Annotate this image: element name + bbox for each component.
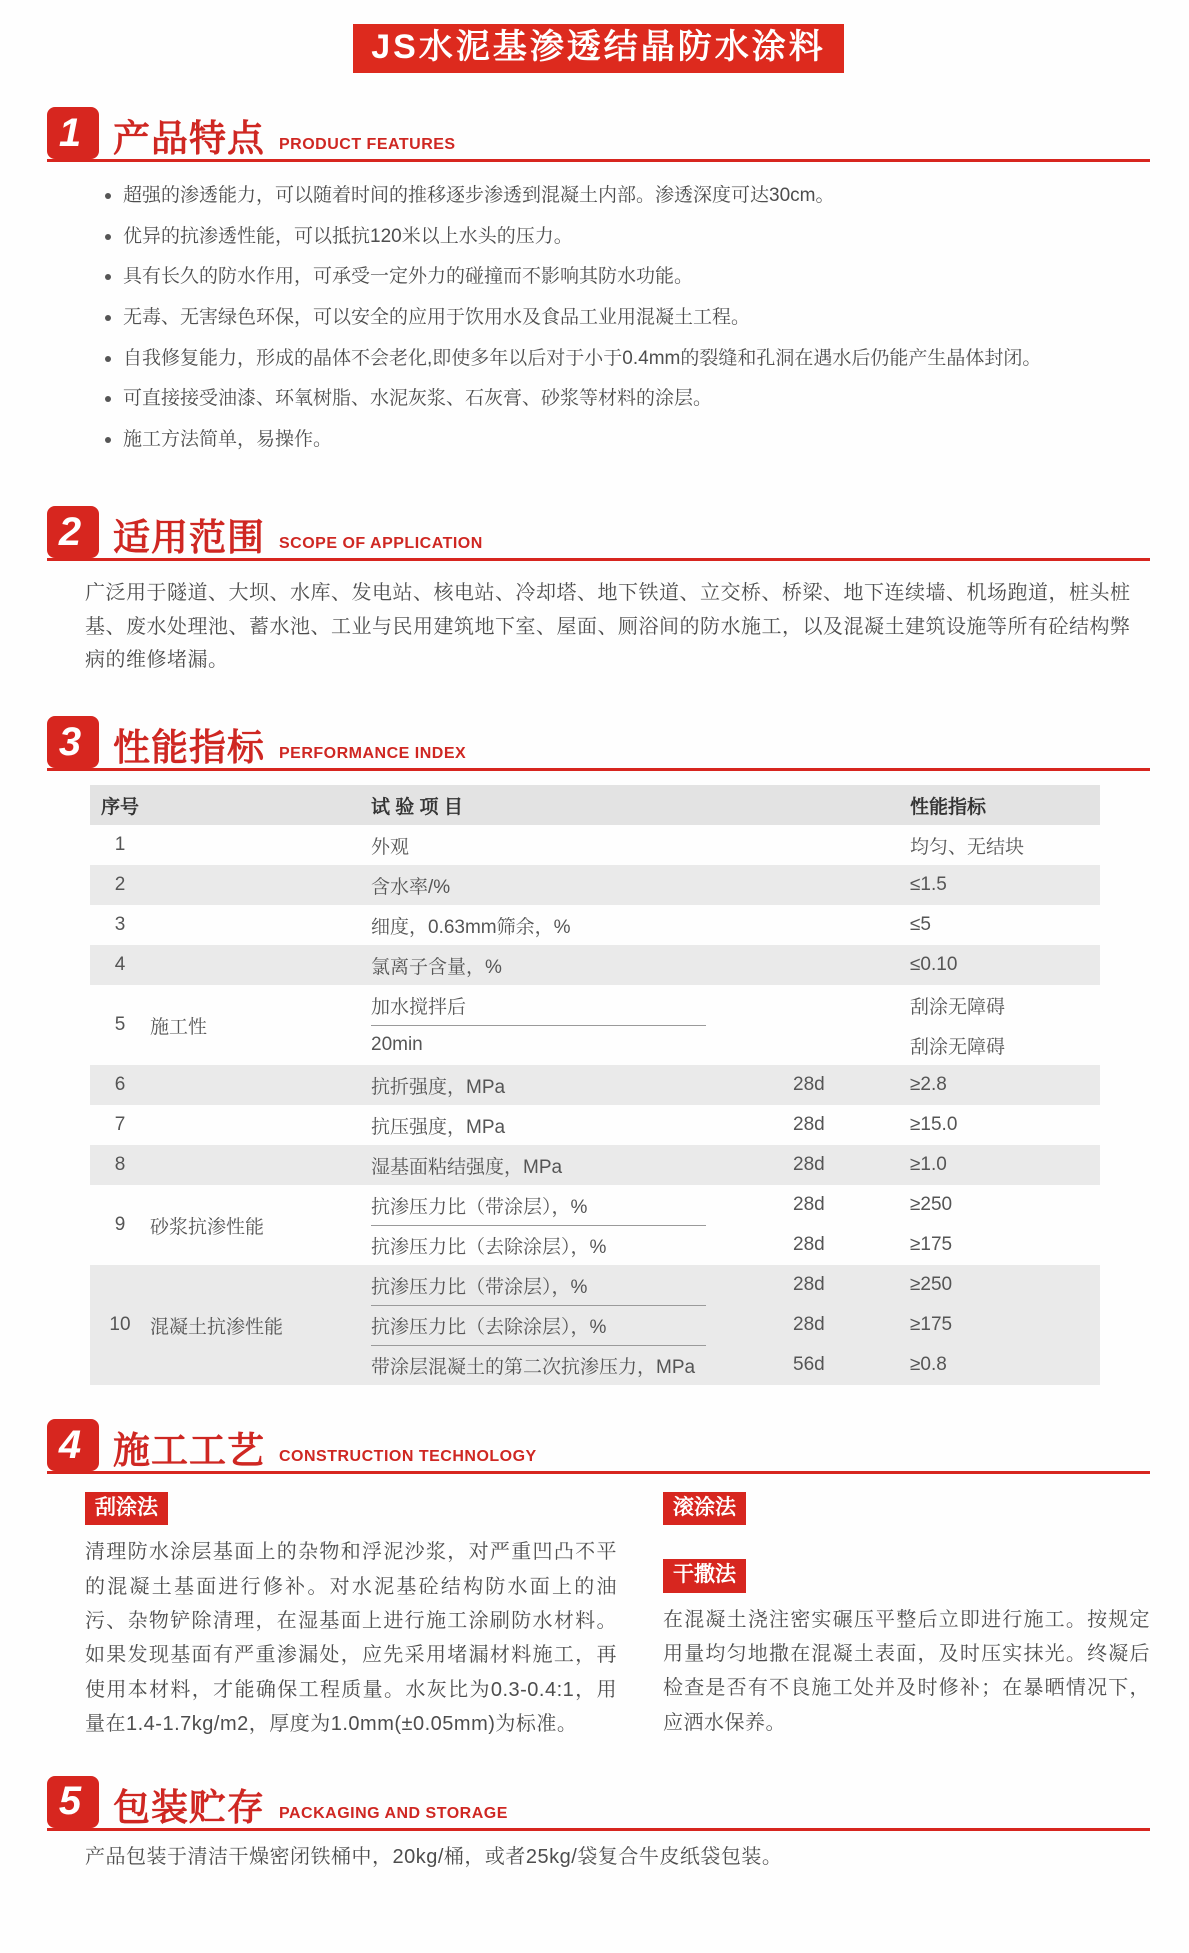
section-title: 适用范围	[113, 517, 265, 559]
cell-items	[365, 905, 1100, 945]
feature-item: 具有长久的防水作用，可承受一定外力的碰撞而不影响其防水功能。	[105, 263, 1120, 291]
section-number-badge: 5	[47, 1776, 99, 1828]
table-subrow	[365, 1265, 1100, 1305]
cell-test-item: 带涂层混凝土的第二次抗渗压力，MPa	[371, 1356, 696, 1378]
table-row	[90, 1145, 1100, 1185]
cell-no: 7	[114, 1114, 126, 1135]
table-subrow	[365, 1025, 1100, 1065]
cell-index: ≥1.0	[910, 1154, 947, 1175]
section-number-badge: 4	[47, 1419, 99, 1471]
cell-test-item: 氯离子含量，%	[371, 956, 502, 978]
cell-category	[150, 1145, 365, 1185]
section-performance	[47, 716, 1150, 1385]
section-subtitle-en: PACKAGING AND STORAGE	[279, 1804, 508, 1822]
cell-items	[365, 945, 1100, 985]
cell-category	[150, 945, 365, 985]
cell-no: 10	[109, 1314, 131, 1335]
cell-index: ≥175	[910, 1234, 953, 1255]
cell-index: ≤0.10	[910, 954, 958, 975]
cell-category	[150, 1065, 365, 1105]
cell-test-item: 抗渗压力比（去除涂层），%	[371, 1316, 607, 1338]
features-list	[47, 162, 1150, 472]
cell-test-item: 抗渗压力比（去除涂层），%	[371, 1236, 607, 1258]
cell-age: 28d	[793, 1154, 825, 1175]
table-subrow	[365, 1145, 1100, 1185]
section-scope-header	[47, 506, 1150, 561]
table-subrow	[365, 985, 1100, 1025]
section-subtitle-en: PERFORMANCE INDEX	[279, 745, 467, 762]
table-row	[90, 1105, 1100, 1145]
cell-test-item: 外观	[371, 836, 410, 858]
cell-items	[365, 1145, 1100, 1185]
method-dry-sprinkle-text: 在混凝土浇注密实碾压平整后立即进行施工。按规定用量均匀地撒在混凝土表面，及时压实抹光。终凝后检查是否有不良施工处并及时修补；在暴晒情况下，应洒水保养。	[663, 1608, 1150, 1734]
cell-index: 均匀、无结块	[910, 836, 1025, 858]
cell-index: ≥250	[910, 1274, 953, 1295]
table-row	[90, 985, 1100, 1065]
table-subrow	[365, 1345, 1100, 1385]
table-subrow	[365, 1185, 1100, 1225]
cell-index: ≤5	[910, 914, 931, 935]
col-header-category	[150, 785, 365, 825]
table-subrow	[365, 865, 1100, 905]
table-row	[90, 945, 1100, 985]
section-number-badge: 1	[47, 107, 99, 159]
cell-age: 28d	[793, 1234, 825, 1255]
col-header-no: 序号	[100, 796, 139, 818]
section-scope	[47, 506, 1150, 682]
cell-test-item: 湿基面粘结强度，MPa	[371, 1156, 563, 1178]
feature-item: 超强的渗透能力，可以随着时间的推移逐步渗透到混凝土内部。渗透深度可达30cm。	[105, 182, 1120, 210]
method-scrape-column	[85, 1492, 617, 1742]
cell-index: 刮涂无障碍	[910, 1036, 1006, 1058]
cell-test-item: 抗渗压力比（带涂层），%	[371, 1196, 588, 1218]
feature-item: 无毒、无害绿色环保，可以安全的应用于饮用水及食品工业用混凝土工程。	[105, 304, 1120, 332]
section-subtitle-en: PRODUCT FEATURES	[279, 136, 456, 154]
section-packaging	[47, 1776, 1150, 1873]
table-row	[90, 905, 1100, 945]
table-row	[90, 1185, 1100, 1265]
cell-index: ≥175	[910, 1314, 953, 1335]
cell-category: 施工性	[150, 1016, 208, 1038]
cell-index: 刮涂无障碍	[910, 996, 1006, 1018]
section-subtitle-en: CONSTRUCTION TECHNOLOGY	[279, 1448, 537, 1465]
method-badge-roll: 滚涂法	[663, 1492, 746, 1525]
cell-test-item: 20min	[371, 1034, 423, 1055]
cell-no: 9	[114, 1214, 126, 1235]
table-subrow	[365, 1305, 1100, 1345]
section-construction	[47, 1419, 1150, 1742]
col-header-item: 试 验 项 目	[371, 796, 463, 818]
method-badge-dry-sprinkle: 干撒法	[663, 1559, 746, 1592]
section-features	[47, 107, 1150, 472]
title-row	[47, 24, 1150, 73]
method-roll-dry-column	[663, 1492, 1150, 1742]
cell-items	[365, 1105, 1100, 1145]
section-title: 施工工艺	[113, 1430, 265, 1471]
scope-paragraph: 广泛用于隧道、大坝、水库、发电站、核电站、冷却塔、地下铁道、立交桥、桥梁、地下连续墙、机场跑道，桩头桩基、废水处理池、蓄水池、工业与民用建筑地下室、屋面、厕浴间的防水施工，以及混凝土建筑设施等所有砼结构弊病的维修堵漏。	[85, 582, 1131, 672]
table-header-row	[90, 785, 1100, 825]
feature-item: 施工方法简单，易操作。	[105, 426, 1120, 454]
cell-index: ≥250	[910, 1194, 953, 1215]
cell-no: 3	[114, 914, 126, 935]
cell-items	[365, 985, 1100, 1065]
table-subrow	[365, 1065, 1100, 1105]
feature-item: 自我修复能力，形成的晶体不会老化,即使多年以后对于小于0.4mm的裂缝和孔洞在遇水后仍能产生晶体封闭。	[105, 345, 1120, 373]
cell-age: 56d	[793, 1354, 825, 1375]
cell-category: 砂浆抗渗性能	[150, 1216, 265, 1238]
cell-items	[365, 825, 1100, 865]
cell-age: 28d	[793, 1314, 825, 1335]
cell-no: 1	[114, 834, 126, 855]
method-scrape-text: 清理防水涂层基面上的杂物和浮泥沙浆，对严重凹凸不平的混凝土基面进行修补。对水泥基砼结构防水面上的油污、杂物铲除清理，在湿基面上进行施工涂刷防水材料。如果发现基面有严重渗漏处，应先采用堵漏材料施工，再使用本材料，才能确保工程质量。水灰比为0.3-0.4:1，用量在1.4-1.7kg/m2，厚度为1.0mm(±0.05mm)为标准。	[85, 1541, 617, 1736]
cell-items	[365, 1185, 1100, 1265]
cell-no: 5	[114, 1014, 126, 1035]
section-title: 产品特点	[113, 118, 265, 160]
cell-category	[150, 905, 365, 945]
method-badge-scrape: 刮涂法	[85, 1492, 168, 1525]
cell-test-item: 含水率/%	[371, 876, 451, 898]
section-number-badge: 3	[47, 716, 99, 768]
cell-index: ≤1.5	[910, 874, 947, 895]
cell-age: 28d	[793, 1114, 825, 1135]
cell-category	[150, 825, 365, 865]
feature-item: 优异的抗渗透性能，可以抵抗120米以上水头的压力。	[105, 223, 1120, 251]
cell-index: ≥2.8	[910, 1074, 947, 1095]
cell-index: ≥15.0	[910, 1114, 958, 1135]
col-header-index: 性能指标	[910, 796, 987, 818]
section-number-badge: 2	[47, 506, 99, 558]
cell-category	[150, 865, 365, 905]
spacer	[663, 1525, 1150, 1559]
cell-test-item: 加水搅拌后	[371, 996, 467, 1018]
section-title: 性能指标	[113, 727, 265, 768]
section-title: 包装贮存	[113, 1786, 265, 1828]
cell-items	[365, 1065, 1100, 1105]
section-construction-header	[47, 1419, 1150, 1474]
cell-test-item: 抗渗压力比（带涂层），%	[371, 1276, 588, 1298]
packaging-text: 产品包装于清洁干燥密闭铁桶中，20kg/桶，或者25kg/袋复合牛皮纸袋包装。	[85, 1845, 783, 1868]
cell-no: 8	[114, 1154, 126, 1175]
section-packaging-header	[47, 1776, 1150, 1831]
cell-items	[365, 865, 1100, 905]
feature-item: 可直接接受油漆、环氧树脂、水泥灰浆、石灰膏、砂浆等材料的涂层。	[105, 385, 1120, 413]
section-subtitle-en: SCOPE OF APPLICATION	[279, 535, 483, 553]
table-subrow	[365, 905, 1100, 945]
table-row	[90, 825, 1100, 865]
cell-age: 28d	[793, 1074, 825, 1095]
construction-columns	[47, 1474, 1150, 1742]
table-subrow	[365, 1225, 1100, 1265]
cell-test-item: 抗压强度，MPa	[371, 1116, 506, 1138]
cell-items	[365, 1265, 1100, 1385]
cell-age: 28d	[793, 1274, 825, 1295]
cell-category	[150, 1105, 365, 1145]
table-row	[90, 1265, 1100, 1385]
section-features-header	[47, 107, 1150, 162]
cell-no: 2	[114, 874, 126, 895]
page-title: JS水泥基渗透结晶防水涂料	[353, 24, 844, 73]
cell-index: ≥0.8	[910, 1354, 947, 1375]
cell-test-item: 细度，0.63mm筛余，%	[371, 916, 571, 938]
cell-age: 28d	[793, 1194, 825, 1215]
table-subrow	[365, 945, 1100, 985]
cell-no: 6	[114, 1074, 126, 1095]
table-subrow	[365, 825, 1100, 865]
table-subrow	[365, 1105, 1100, 1145]
cell-no: 4	[114, 954, 126, 975]
table-row	[90, 865, 1100, 905]
performance-table	[90, 785, 1100, 1385]
cell-test-item: 抗折强度，MPa	[371, 1076, 506, 1098]
table-row	[90, 1065, 1100, 1105]
cell-category: 混凝土抗渗性能	[150, 1316, 284, 1338]
section-performance-header	[47, 716, 1150, 771]
